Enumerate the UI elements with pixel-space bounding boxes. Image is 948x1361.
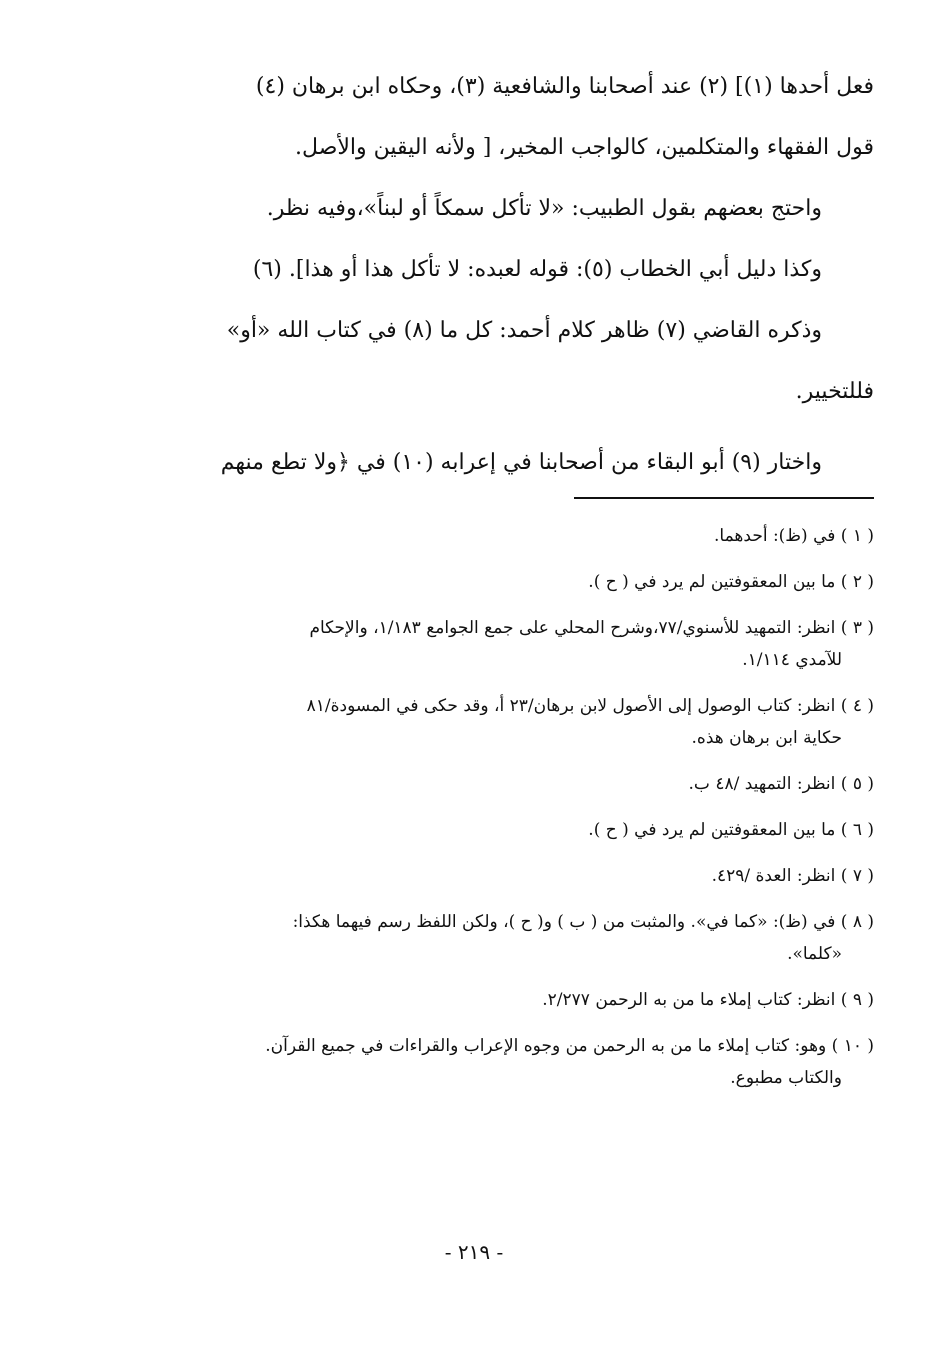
footnote-1-text: ( ١ ) في (ظ): أحدهما. bbox=[714, 526, 874, 546]
footnote-8-text: ( ٨ ) في (ظ): «كما في». والمثبت من ( ب ) و( ح )، ولكن اللفظ رسم فيهما هكذا: bbox=[292, 912, 874, 932]
footnote-2 bbox=[144, 566, 874, 598]
footnote-5 bbox=[144, 768, 874, 800]
footnote-6-text: ( ٦ ) ما بين المعقوفتين لم يرد في ( ح ). bbox=[588, 820, 874, 840]
footnote-10 bbox=[144, 1030, 874, 1094]
footnote-separator bbox=[574, 497, 874, 499]
paragraph-1 bbox=[144, 56, 874, 178]
footnote-4-text: ( ٤ ) انظر: كتاب الوصول إلى الأصول لابن برهان/٢٣ أ، وقد حكى في المسودة/٨١ bbox=[306, 696, 874, 716]
footnote-5-text: ( ٥ ) انظر: التمهيد /٤٨ ب. bbox=[688, 774, 874, 794]
footnote-6 bbox=[144, 814, 874, 846]
paragraph-1-line-2: قول الفقهاء والمتكلمين، كالواجب المخير، [ ولأنه اليقين والأصل. bbox=[295, 135, 874, 160]
footnotes bbox=[144, 520, 874, 1108]
paragraph-4-line-2: فللتخيير. bbox=[795, 379, 874, 404]
footnote-10-continuation: والكتاب مطبوع. bbox=[730, 1068, 842, 1088]
footnote-8-continuation: «كلما». bbox=[787, 944, 842, 964]
paragraph-1-line-1: فعل أحدها (١)] (٢) عند أصحابنا والشافعية (٣)، وحكاه ابن برهان (٤) bbox=[255, 74, 874, 99]
main-text bbox=[144, 56, 874, 493]
footnote-9 bbox=[144, 984, 874, 1016]
footnote-3-continuation: للآمدي ١/١١٤. bbox=[742, 650, 842, 670]
footnote-7 bbox=[144, 860, 874, 892]
footnote-9-text: ( ٩ ) انظر: كتاب إملاء ما من به الرحمن ٢/٢٧٧. bbox=[542, 990, 874, 1010]
footnote-1 bbox=[144, 520, 874, 552]
footnote-4 bbox=[144, 690, 874, 754]
paragraph-5: واختار (٩) أبو البقاء من أصحابنا في إعرابه (١٠) في ﴿ولا تطع منهم bbox=[220, 450, 822, 475]
footnote-7-text: ( ٧ ) انظر: العدة /٤٢٩. bbox=[711, 866, 874, 886]
footnote-3 bbox=[144, 612, 874, 676]
paragraph-3: وكذا دليل أبي الخطاب (٥): قوله لعبده: لا تأكل هذا أو هذا]. (٦) bbox=[252, 257, 822, 282]
footnote-3-text: ( ٣ ) انظر: التمهيد للأسنوي/٧٧،وشرح المحلي على جمع الجوامع ١/١٨٣، والإحكام bbox=[309, 618, 874, 638]
paragraph-4 bbox=[144, 300, 874, 422]
footnote-10-text: ( ١٠ ) وهو: كتاب إملاء ما من به الرحمن من وجوه الإعراب والقراءات في جميع القرآن. bbox=[265, 1036, 874, 1056]
page-number: - ٢١٩ - bbox=[444, 1240, 504, 1264]
paragraph-4-line-1: وذكره القاضي (٧) ظاهر كلام أحمد: كل ما (٨) في كتاب الله «أو» bbox=[226, 318, 822, 343]
footnote-4-continuation: حكاية ابن برهان هذه. bbox=[691, 728, 842, 748]
paragraph-2: واحتج بعضهم بقول الطبيب: «لا تأكل سمكاً أو لبناً»،وفيه نظر. bbox=[266, 196, 822, 221]
footnote-2-text: ( ٢ ) ما بين المعقوفتين لم يرد في ( ح ). bbox=[588, 572, 874, 592]
footnote-8 bbox=[144, 906, 874, 970]
